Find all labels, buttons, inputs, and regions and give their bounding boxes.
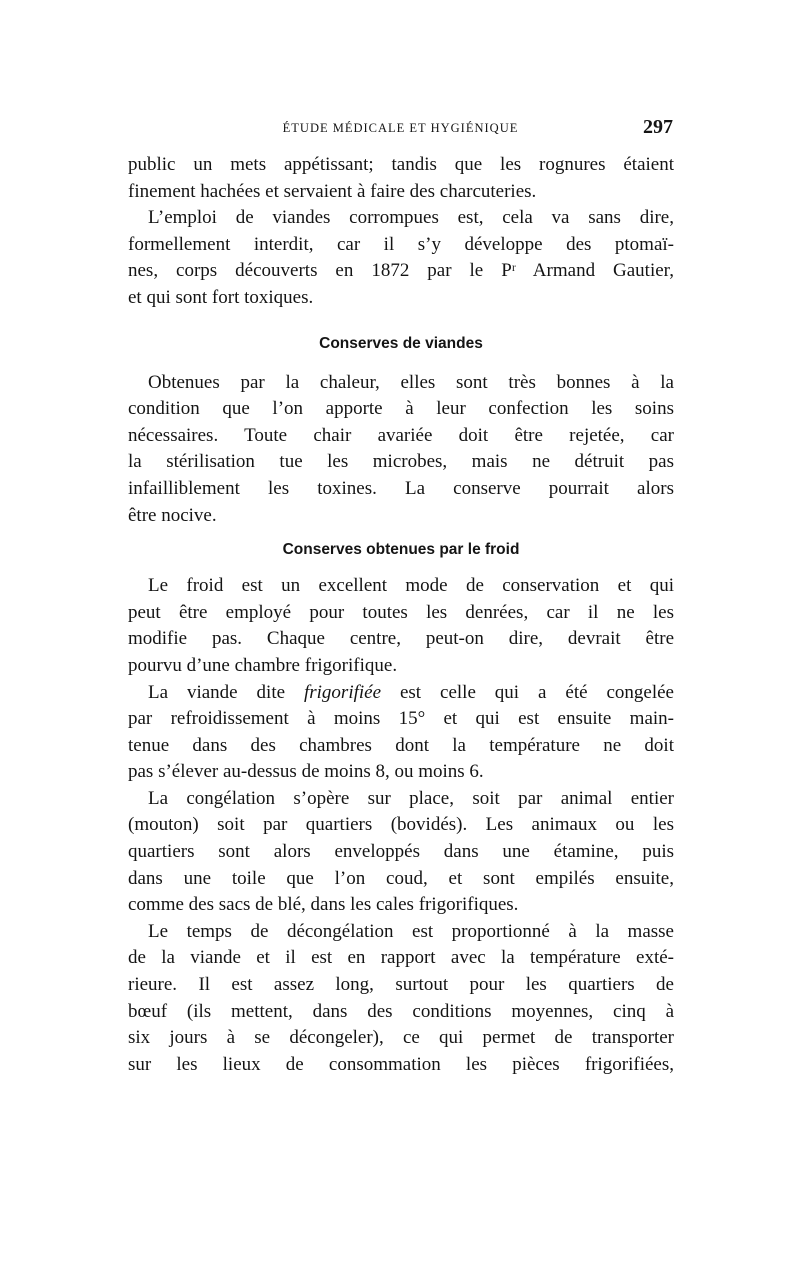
text-line: peut être employé pour toutes les denrées, car il ne les xyxy=(128,601,674,623)
text-line: par refroidissement à moins 15° et qui est ensuite main- xyxy=(128,708,674,730)
text-line: Le temps de décongélation est proportionné à la masse xyxy=(148,920,674,942)
text-line xyxy=(128,680,674,707)
text-line: comme des sacs de blé, dans les cales frigorifiques. xyxy=(128,894,519,916)
text-line: La congélation s’opère sur place, soit par animal entier xyxy=(148,787,674,809)
text-line: être nocive. xyxy=(128,504,217,526)
text-line: six jours à se décongeler), ce qui permet de transporter xyxy=(128,1027,674,1049)
text-line: pourvu d’une chambre frigorifique. xyxy=(128,654,398,676)
text-line: sur les lieux de consommation les pièces frigorifiées, xyxy=(128,1053,674,1075)
text-line: bœuf (ils mettent, dans des conditions moyennes, cinq à xyxy=(128,1000,674,1022)
page-number: 297 xyxy=(643,116,673,138)
emphasized-term: frigorifiée xyxy=(303,681,382,703)
section-heading: Conserves de viandes xyxy=(319,334,483,352)
text-line: formellement interdit, car il s’y développe des ptomaï- xyxy=(128,233,674,255)
text-line: dans une toile que l’on coud, et sont empilés ensuite, xyxy=(128,867,674,889)
text-line: Le froid est un excellent mode de conservation et qui xyxy=(148,575,674,597)
text-line: finement hachées et servaient à faire des charcuteries. xyxy=(128,180,537,202)
text-line: (mouton) soit par quartiers (bovidés). Les animaux ou les xyxy=(128,814,674,836)
text-line: public un mets appétissant; tandis que les rognures étaient xyxy=(128,154,674,175)
text-line: nes, corps découverts en 1872 par le Pʳ Armand Gautier, xyxy=(128,260,674,282)
running-title: ÉTUDE MÉDICALE ET HYGIÉNIQUE xyxy=(282,121,519,135)
text-line: Obtenues par la chaleur, elles sont très bonnes à la xyxy=(148,371,674,393)
text-line: L’emploi de viandes corrompues est, cela va sans dire, xyxy=(148,207,674,229)
text-line: de la viande et il est en rapport avec la température exté- xyxy=(128,947,674,969)
text-line: la stérilisation tue les microbes, mais ne détruit pas xyxy=(128,451,674,473)
section-heading: Conserves obtenues par le froid xyxy=(282,541,520,559)
text-line: pas s’élever au-dessus de moins 8, ou moins 6. xyxy=(128,761,484,783)
running-head xyxy=(128,116,673,140)
text-line: tenue dans des chambres dont la température ne doit xyxy=(128,734,674,756)
text-line: nécessaires. Toute chair avariée doit être rejetée, car xyxy=(128,424,674,446)
text-line: modifie pas. Chaque centre, peut-on dire, devrait être xyxy=(128,628,674,650)
body-text xyxy=(128,152,674,1078)
text-line: et qui sont fort toxiques. xyxy=(128,286,314,308)
text-line: rieure. Il est assez long, surtout pour les quartiers de xyxy=(128,974,674,996)
text-line: quartiers sont alors enveloppés dans une étamine, puis xyxy=(128,841,674,863)
text-run: est celle qui a été congelée xyxy=(381,681,674,703)
text-run: La viande dite xyxy=(148,681,304,703)
text-line: condition que l’on apporte à leur confection les soins xyxy=(128,398,674,420)
text-line: infailliblement les toxines. La conserve pourrait alors xyxy=(128,477,674,499)
